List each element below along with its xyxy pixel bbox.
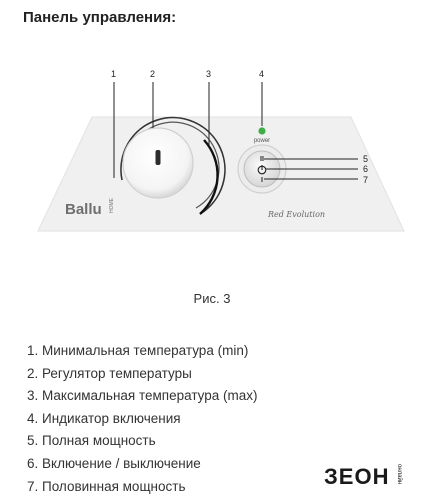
callout-4: 4: [259, 69, 265, 79]
brand-logo: Ballu: [65, 201, 102, 218]
power-label: power: [253, 138, 271, 144]
legend-item-7: 7. Половинная мощность: [27, 478, 186, 494]
switch-low-label: I: [261, 177, 263, 184]
callout-6: 6: [363, 164, 369, 174]
power-indicator-icon: [258, 127, 265, 134]
callout-5: 5: [363, 154, 369, 164]
switch-high-label: II: [260, 156, 264, 163]
figure-caption: Рис. 3: [193, 291, 231, 306]
callout-3: 3: [206, 69, 212, 79]
legend-item-3: 3. Максимальная температура (max): [27, 388, 258, 404]
zeon-logo-text: ЗЕОН: [324, 464, 390, 489]
legend-item-1: 1. Минимальная температура (min): [27, 343, 249, 358]
legend-item-4: 4. Индикатор включения: [27, 410, 181, 426]
zeon-logo: [324, 462, 404, 490]
callout-7: 7: [363, 175, 369, 185]
brand-sub: HOME: [109, 198, 115, 213]
series-label: Red Evolution: [268, 210, 326, 219]
zeon-logo-sub: онлайн: [396, 464, 402, 485]
legend-list: [27, 341, 258, 499]
page-heading: Панель управления:: [23, 9, 177, 26]
callout-1: 1: [111, 69, 117, 79]
legend-item-2: 2. Регулятор температуры: [27, 365, 192, 381]
callout-2: 2: [150, 69, 156, 79]
legend-item-5: 5. Полная мощность: [27, 433, 156, 449]
knob-pointer: [156, 150, 161, 165]
legend-item-6: 6. Включение / выключение: [27, 455, 201, 471]
